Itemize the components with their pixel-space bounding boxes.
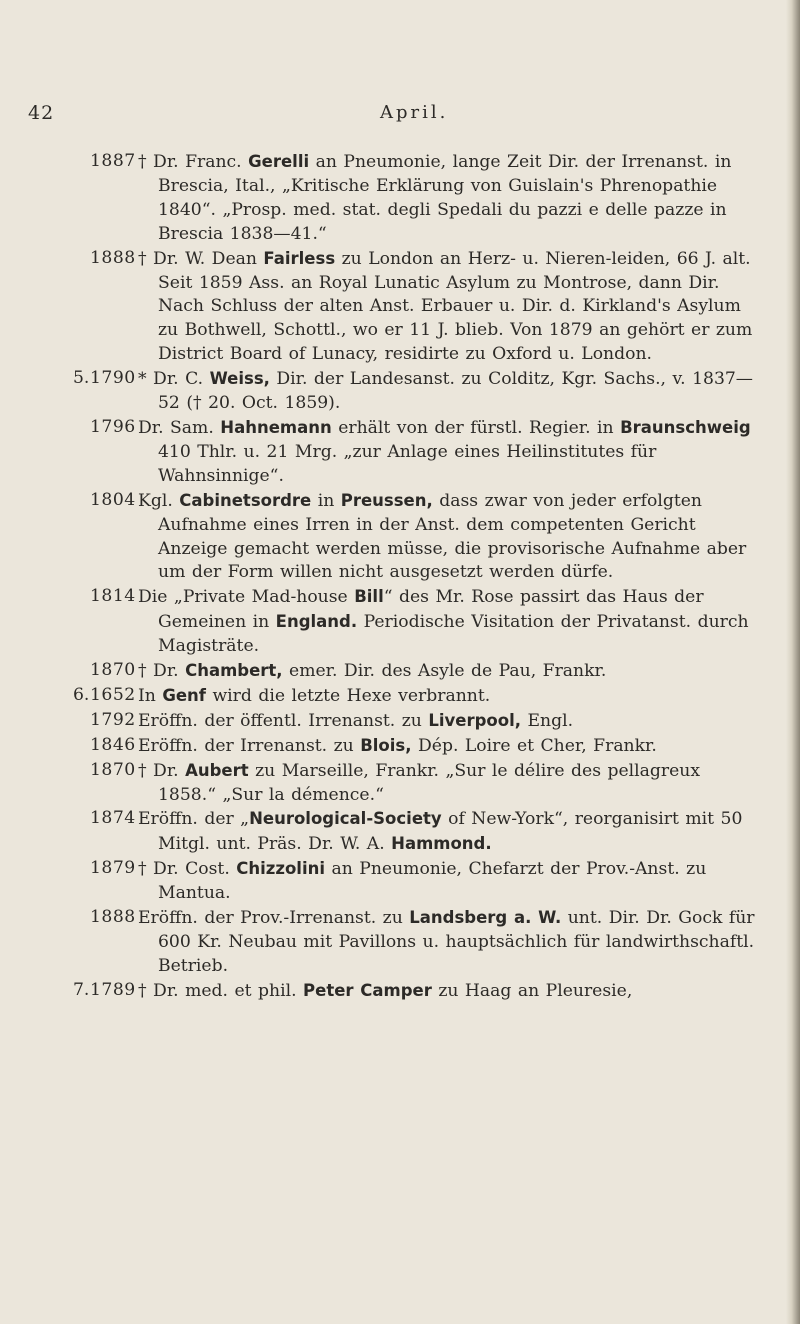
entry-text-segment: Periodische Visitation der Privatanst. durch Magisträte. bbox=[158, 612, 749, 657]
entry-day: 5. bbox=[73, 368, 90, 389]
emphasized-name: Braunschweig bbox=[620, 417, 751, 437]
entry-year: 1888 bbox=[90, 247, 136, 268]
emphasized-name: Preussen, bbox=[340, 490, 433, 510]
entry-text-segment: unt. Dir. Dr. Gock für 600 Kr. Neubau mit Pavillons u. hauptsächlich für landwirthschaftl. Betrieb. bbox=[158, 908, 755, 976]
entry-text-segment: Dir. der Landesanst. zu Colditz, Kgr. Sachs., v. 1837—52 († 20. Oct. 1859). bbox=[158, 369, 753, 414]
entry-text bbox=[138, 734, 758, 759]
chronicle-entry bbox=[0, 247, 786, 368]
chronicle-entry bbox=[0, 759, 786, 808]
chronicle-entry bbox=[0, 416, 786, 489]
entry-text-segment: in bbox=[311, 490, 341, 511]
entry-text bbox=[138, 416, 758, 489]
entry-text-segment: an Pneumonie, lange Zeit Dir. der Irrenanst. in Brescia, Ital., „Kritische Erklärung von Guislain's Phrenopathie 1840“. „Prosp. med. stat. degli Spedali du pazzi e delle pazze in Brescia 1838—41.“ bbox=[158, 152, 732, 244]
page-edge bbox=[786, 0, 800, 1324]
entry-text-segment: Eröffn. der Irrenanst. zu bbox=[138, 735, 361, 756]
emphasized-name: Bill bbox=[354, 587, 384, 607]
emphasized-name: Blois, bbox=[360, 735, 412, 755]
emphasized-name: Chizzolini bbox=[236, 859, 326, 879]
entry-text-segment: † Dr. med. et phil. bbox=[138, 980, 304, 1001]
emphasized-name: Hahnemann bbox=[220, 417, 332, 437]
emphasized-name: Neurological-Society bbox=[249, 809, 442, 829]
entry-text bbox=[138, 906, 758, 979]
entry-text bbox=[138, 979, 758, 1004]
chronicle-entry bbox=[0, 709, 786, 734]
entry-text-segment: Eröffn. der Prov.-Irrenanst. zu bbox=[138, 908, 410, 929]
entry-text-segment: emer. Dir. des Asyle de Pau, Frankr. bbox=[282, 661, 607, 682]
entry-year: 1846 bbox=[90, 734, 136, 755]
emphasized-name: Liverpool, bbox=[428, 710, 521, 730]
entry-text bbox=[138, 659, 758, 684]
emphasized-name: Genf bbox=[162, 685, 206, 705]
entry-text-segment: † Dr. bbox=[138, 760, 186, 781]
entry-text-segment: Dép. Loire et Cher, Frankr. bbox=[411, 735, 657, 756]
emphasized-name: Peter Camper bbox=[303, 980, 432, 1000]
chronicle-entry bbox=[0, 979, 786, 1004]
chronicle-entry bbox=[0, 857, 786, 906]
entry-text bbox=[138, 489, 758, 586]
emphasized-name: Landsberg a. W. bbox=[409, 908, 562, 928]
entry-year: 1652 bbox=[90, 684, 136, 705]
entry-text-segment: Eröffn. der öffentl. Irrenanst. zu bbox=[138, 710, 429, 731]
running-head: April. bbox=[380, 102, 449, 123]
entry-text-segment: Engl. bbox=[521, 710, 574, 731]
entry-text bbox=[138, 367, 758, 416]
chronicle-entry bbox=[0, 367, 786, 416]
entry-text-segment: * Dr. C. bbox=[138, 369, 210, 390]
emphasized-name: England. bbox=[275, 612, 358, 632]
emphasized-name: Cabinetsordre bbox=[179, 490, 312, 510]
entry-text-segment: † Dr. W. Dean bbox=[138, 248, 264, 269]
chronicle-entries bbox=[0, 150, 786, 1004]
entry-text bbox=[138, 150, 758, 247]
emphasized-name: Aubert bbox=[185, 760, 249, 780]
entry-year: 1874 bbox=[90, 808, 136, 829]
emphasized-name: Hammond. bbox=[391, 834, 492, 854]
entry-text bbox=[138, 247, 758, 368]
entry-year: 1789 bbox=[90, 979, 136, 1000]
entry-text bbox=[138, 585, 758, 659]
entry-text-segment: wird die letzte Hexe verbrannt. bbox=[206, 685, 491, 706]
page-header bbox=[0, 102, 800, 132]
entry-text bbox=[138, 709, 758, 734]
entry-text bbox=[138, 857, 758, 906]
chronicle-entry bbox=[0, 150, 786, 247]
entry-year: 1887 bbox=[90, 151, 136, 171]
entry-year: 1888 bbox=[90, 907, 136, 928]
entry-text bbox=[138, 759, 758, 808]
entry-year: 1814 bbox=[90, 586, 136, 607]
chronicle-entry bbox=[0, 906, 786, 979]
emphasized-name: Gerelli bbox=[248, 152, 310, 171]
chronicle-entry bbox=[0, 489, 786, 586]
entry-text-segment: 410 Thlr. u. 21 Mrg. „zur Anlage eines Heilinstitutes für Wahnsinnige“. bbox=[158, 441, 657, 486]
entry-text-segment: Dr. Sam. bbox=[138, 417, 221, 438]
chronicle-entry bbox=[0, 807, 786, 857]
entry-text bbox=[138, 807, 758, 857]
emphasized-name: Weiss, bbox=[209, 369, 270, 389]
page-number: 42 bbox=[28, 102, 55, 124]
entry-year: 1879 bbox=[90, 858, 136, 879]
entry-text-segment: Die „Private Mad-house bbox=[138, 587, 355, 608]
chronicle-entry bbox=[0, 684, 786, 709]
entry-year: 1870 bbox=[90, 759, 136, 780]
entry-year: 1790 bbox=[90, 368, 136, 389]
entry-text-segment: In bbox=[138, 685, 163, 706]
entry-text-segment: zu London an Herz- u. Nieren-leiden, 66 J. alt. Seit 1859 Ass. an Royal Lunatic Asylum zu Montrose, dann Dir. Nach Schluss der alten Anst. Erbauer u. Dir. d. Kirkland's Asylum zu Bothwell, Schottl., wo er 11 J. blieb. Von 1879 an gehört er zum District Board of Lunacy, residirte zu Oxford u. London. bbox=[158, 248, 753, 365]
entry-year: 1792 bbox=[90, 709, 136, 730]
entry-text-segment: zu Marseille, Frankr. „Sur le délire des pellagreux 1858.“ „Sur la démence.“ bbox=[158, 760, 701, 805]
entry-text-segment: † Dr. bbox=[138, 661, 186, 682]
entry-day: 6. bbox=[73, 684, 90, 705]
entry-text-segment: erhält von der fürstl. Regier. in bbox=[331, 417, 621, 438]
entry-text-segment: “ des Mr. Rose passirt das Haus der Gemeinen in bbox=[158, 587, 704, 633]
chronicle-entry bbox=[0, 585, 786, 659]
entry-text-segment: of New-York“, reorganisirt mit 50 Mitgl. unt. Präs. Dr. W. A. bbox=[158, 809, 743, 855]
entry-year: 1804 bbox=[90, 489, 136, 510]
emphasized-name: Chambert, bbox=[185, 661, 283, 681]
entry-text-segment: zu Haag an Pleuresie, bbox=[431, 980, 633, 1001]
entry-year: 1796 bbox=[90, 416, 136, 437]
entry-text-segment: Eröffn. der „ bbox=[138, 809, 250, 830]
entry-text bbox=[138, 684, 758, 709]
entry-text-segment: dass zwar von jeder erfolgten Aufnahme eines Irren in der Anst. dem competenten Gericht Anzeige gemacht werden müsse, die provisorische Aufnahme aber um der Form willen nicht ausgesetzt werden dürfe. bbox=[158, 490, 747, 583]
entry-text-segment: an Pneumonie, Chefarzt der Prov.-Anst. zu Mantua. bbox=[158, 859, 707, 904]
entry-year: 1870 bbox=[90, 660, 136, 681]
entry-text-segment: † Dr. Franc. bbox=[138, 152, 249, 172]
entry-text-segment: Kgl. bbox=[138, 490, 180, 511]
entry-day: 7. bbox=[73, 979, 90, 1000]
chronicle-entry bbox=[0, 659, 786, 684]
entry-text-segment: † Dr. Cost. bbox=[138, 859, 237, 880]
emphasized-name: Fairless bbox=[263, 248, 336, 268]
chronicle-entry bbox=[0, 734, 786, 759]
